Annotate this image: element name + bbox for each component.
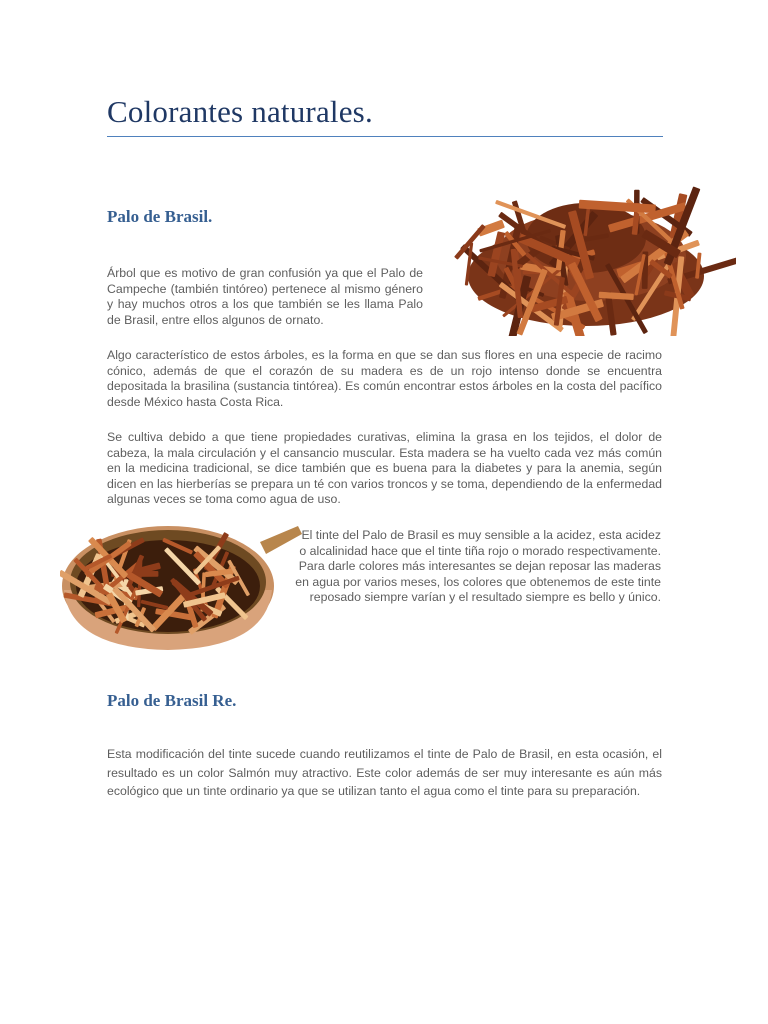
page-title: Colorantes naturales. <box>107 94 373 129</box>
paragraph-characteristics: Algo característico de estos árboles, es la forma en que se dan sus flores en una especie de racimo cónico, además de que el corazón de su madera es de un rojo intenso donde se encuentra depositada la brasilina (sustancia tintórea). Es común encontrar estos árboles en la costa del pacífico desde México hasta Costa Rica. <box>107 348 662 409</box>
paragraph-reuse: Esta modificación del tinte sucede cuando reutilizamos el tinte de Palo de Brasil, en esta ocasión, el resultado es un color Salmón muy atractivo. Este color además de ser muy interesante es aún más ecológico que un tinte ordinario ya que se utilizan tanto el agua como el tinte para su preparación. <box>107 747 662 798</box>
paragraph-cultivation: Se cultiva debido a que tiene propiedades curativas, elimina la grasa en los tejidos, el dolor de cabeza, la mala circulación y el cansancio muscular. Esta madera se ha vuelto cada vez más común en la medicina tradicional, se dice también que es buena para la diabetes y para la anemia, según dicen en las hierberías se prepara un té con varios troncos y se toma, dependiendo de la enfermedad algunas veces se toma como agua de uso. <box>107 430 662 506</box>
wood-chips-pile-image <box>436 156 736 336</box>
paragraph-dye-sensitivity: El tinte del Palo de Brasil es muy sensible a la acidez, esta acidez o alcalinidad hace que el tinte tiña rojo o morado respectivamente. Para darle colores más interesantes se dejan reposar las maderas en agua por varios meses, los colores que obtenemos de este tinte reposado siempre varían y el resultado siempre es bello y único. <box>295 528 661 604</box>
title-divider <box>107 136 663 137</box>
section-heading-palo-de-brasil: Palo de Brasil. <box>107 207 213 226</box>
section-heading-palo-de-brasil-re: Palo de Brasil Re. <box>107 691 237 710</box>
paragraph-intro: Árbol que es motivo de gran confusión ya que el Palo de Campeche (también tintóreo) pertenece al mismo género y hay muchos otros a los que también se les llama Palo de Brasil, entre ellos algunos de ornato. <box>107 266 423 327</box>
wood-in-copper-pot-image <box>60 520 305 650</box>
